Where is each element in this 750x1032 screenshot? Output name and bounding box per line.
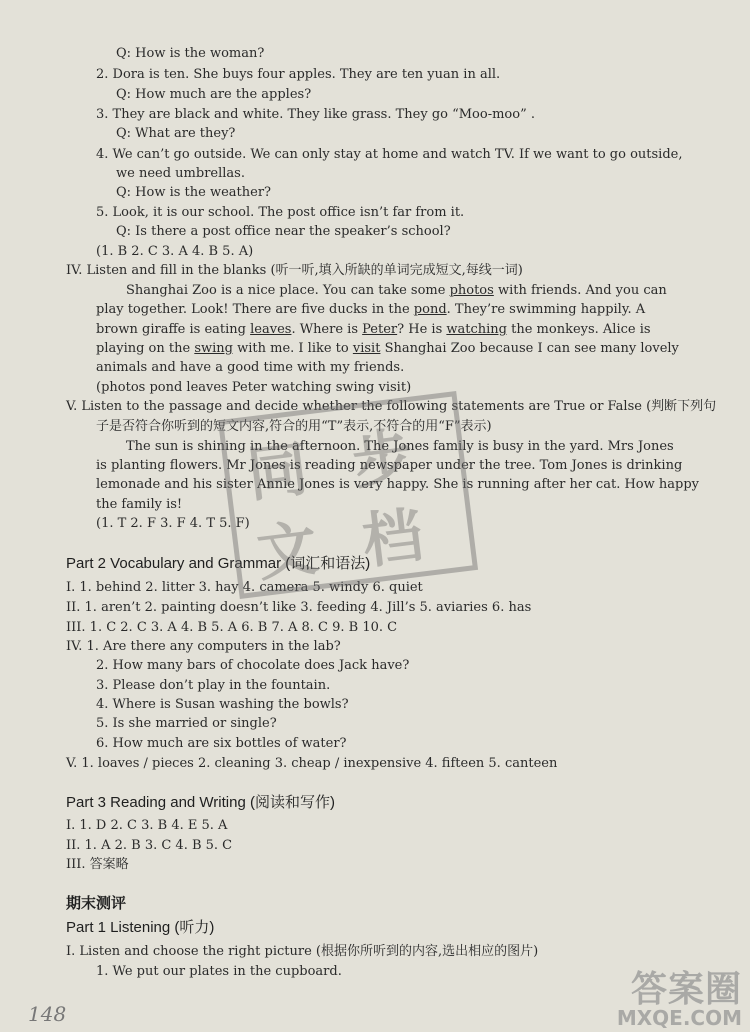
answer-line: 2. How many bars of chocolate does Jack have? <box>96 658 410 673</box>
section-heading: V. Listen to the passage and decide whether the following statements are True or False (判断下列句 <box>66 399 717 414</box>
text-line: we need umbrellas. <box>116 166 245 181</box>
section-heading: I. Listen and choose the right picture (根据你所听到的内容,选出相应的图片) <box>66 944 539 959</box>
cloze-line <box>96 341 679 357</box>
text-line: 4. We can’t go outside. We can only stay at home and watch TV. If we want to go outside, <box>96 147 683 162</box>
part-heading: Part 1 Listening (听力) <box>66 919 215 936</box>
text: . Where is <box>291 322 363 337</box>
answer-line: 6. How much are six bottles of water? <box>96 736 347 751</box>
text-line: Q: What are they? <box>116 126 236 141</box>
site-watermark <box>616 969 742 1030</box>
answer-line: II. 1. A 2. B 3. C 4. B 5. C <box>66 838 233 853</box>
filled-blank: leaves <box>250 322 292 337</box>
watermark-text: 答案圈 <box>630 969 742 1010</box>
text: brown giraffe is eating <box>96 322 251 337</box>
stamp-char: 档 <box>358 500 427 578</box>
stamp-char: 文 <box>253 513 322 591</box>
text: with me. I like to <box>232 341 353 356</box>
part-heading: Part 3 Reading and Writing (阅读和写作) <box>66 794 335 811</box>
text-line: Q: How is the woman? <box>116 46 265 61</box>
answer-line: 5. Is she married or single? <box>96 716 277 731</box>
filled-blank: pond <box>413 302 447 317</box>
text-line: 3. They are black and white. They like grass. They go “Moo-moo” . <box>96 107 535 122</box>
answer-line: III. 1. C 2. C 3. A 4. B 5. A 6. B 7. A 8. C 9. B 10. C <box>66 620 398 635</box>
answer-line: III. 答案略 <box>66 857 129 872</box>
page-number: 148 <box>28 1002 67 1026</box>
answer-line: I. 1. D 2. C 3. B 4. E 5. A <box>66 818 228 833</box>
cloze-line <box>126 283 667 299</box>
section-heading: IV. Listen and fill in the blanks (听一听,填入所缺的单词完成短文,每线一词) <box>66 263 523 278</box>
answer-line: 3. Please don’t play in the fountain. <box>96 678 331 693</box>
text: the monkeys. Alice is <box>506 322 651 337</box>
text-line: Q: Is there a post office near the speaker’s school? <box>116 224 451 239</box>
text-line: 子是否符合你听到的短文内容,符合的用“T”表示,不符合的用“F”表示) <box>96 419 492 434</box>
filled-blank: visit <box>352 341 381 356</box>
text: ? He is <box>397 322 447 337</box>
answer-line: V. 1. loaves / pieces 2. cleaning 3. cheap / inexpensive 4. fifteen 5. canteen <box>66 756 558 771</box>
text-line: 2. Dora is ten. She buys four apples. They are ten yuan in all. <box>96 67 501 82</box>
text-line: 1. We put our plates in the cupboard. <box>96 964 342 979</box>
watermark-url: MXQE.COM <box>616 1006 742 1030</box>
answer-line: 4. Where is Susan washing the bowls? <box>96 697 349 712</box>
answer-line: (photos pond leaves Peter watching swing visit) <box>96 380 412 395</box>
text-line: lemonade and his sister Annie Jones is very happy. She is running after her cat. How happy <box>96 477 699 492</box>
text-line: Q: How is the weather? <box>116 185 272 200</box>
filled-blank: Peter <box>362 322 398 337</box>
answer-line: (1. B 2. C 3. A 4. B 5. A) <box>96 244 254 259</box>
cloze-line <box>96 302 645 318</box>
filled-blank: watching <box>446 322 507 337</box>
text: . They’re swimming happily. A <box>446 302 646 317</box>
text: play together. Look! There are five ducks in the <box>96 302 414 317</box>
text-line: the family is! <box>96 497 183 512</box>
filled-blank: photos <box>449 283 494 298</box>
text: Shanghai Zoo because I can see many lovely <box>380 341 679 356</box>
final-test-heading: 期末测评 <box>66 895 127 912</box>
text: Shanghai Zoo is a nice place. You can take some <box>126 283 450 298</box>
part-heading: Part 2 Vocabulary and Grammar (词汇和语法) <box>66 555 371 572</box>
text-line: is planting flowers. Mr Jones is reading newspaper under the tree. Tom Jones is drinking <box>96 458 683 473</box>
text: with friends. And you can <box>493 283 667 298</box>
text-line: 5. Look, it is our school. The post office isn’t far from it. <box>96 205 465 220</box>
answer-line: (1. T 2. F 3. F 4. T 5. F) <box>96 516 250 531</box>
text: playing on the <box>96 341 195 356</box>
cloze-line <box>96 322 651 338</box>
answer-line: I. 1. behind 2. litter 3. hay 4. camera 5. windy 6. quiet <box>66 580 423 595</box>
text-line: animals and have a good time with my friends. <box>96 360 405 375</box>
answer-line: II. 1. aren’t 2. painting doesn’t like 3. feeding 4. Jill’s 5. aviaries 6. has <box>66 600 532 615</box>
filled-blank: swing <box>194 341 233 356</box>
text-line: Q: How much are the apples? <box>116 87 312 102</box>
answer-line: IV. 1. Are there any computers in the lab? <box>66 639 341 654</box>
text-line: The sun is shining in the afternoon. The Jones family is busy in the yard. Mrs Jones <box>126 439 674 454</box>
stamp-char: 步 <box>348 421 417 498</box>
stamp-char: 同 <box>243 434 312 511</box>
